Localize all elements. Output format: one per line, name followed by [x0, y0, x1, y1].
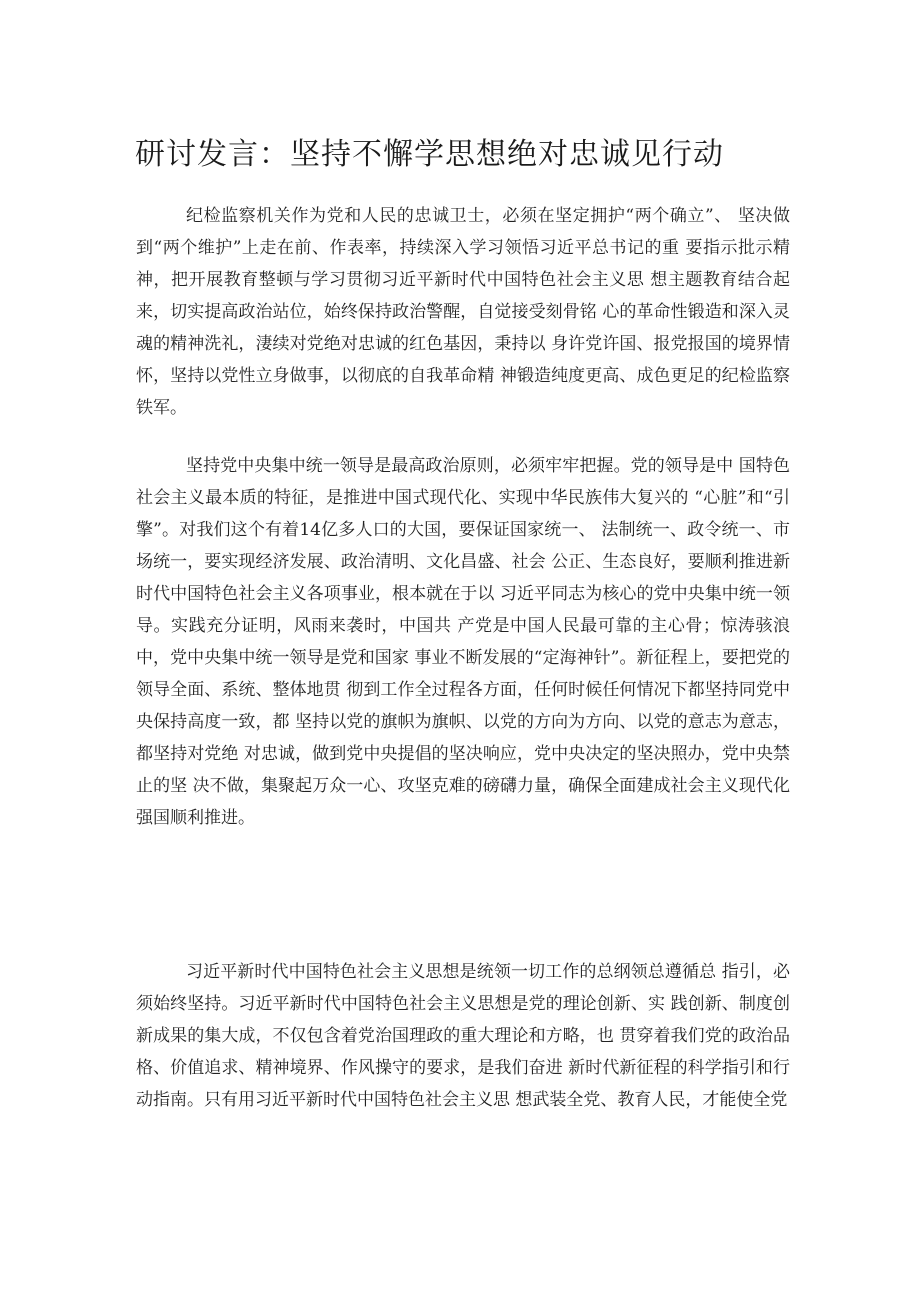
paragraph-2: 坚持党中央集中统一领导是最高政治原则，必须牢牢把握。党的领导是中 国特色社会主义最本质的特征，是推进中国式现代化、实现中华民族伟大复兴的 “心脏”和“引擎”。对我们这个有着14亿多人口的大国，要保证国家统一、 法制统一、政令统一、市场统一，要实现经济发展、政治清明、文化昌盛、社会 公正、生态良好，要顺利推进新时代中国特色社会主义各项事业，根本就在于以 习近平同志为核心的党中央集中统一领导。实践充分证明，风雨来袭时，中国共 产党是中国人民最可靠的主心骨；惊涛骇浪中，党中央集中统一领导是党和国家 事业不断发展的“定海神针”。新征程上，要把党的领导全面、系统、整体地贯 彻到工作全过程各方面，任何时候任何情况下都坚持同党中央保持高度一致，都 坚持以党的旗帜为旗帜、以党的方向为方向、以党的意志为意志，都坚持对党绝 对忠诚，做到党中央提倡的坚决响应，党中央决定的坚决照办，党中央禁止的坚 决不做，集聚起万众一心、攻坚克难的磅礴力量，确保全面建成社会主义现代化强国顺利推进。	[136, 456, 790, 828]
paragraph-1: 纪检监察机关作为党和人民的忠诚卫士，必须在坚定拥护“两个确立”、 坚决做到“两个维护”上走在前、作表率，持续深入学习领悟习近平总书记的重 要指示批示精神，把开展教育整顿与学习贯彻习近平新时代中国特色社会主义思 想主题教育结合起来，切实提高政治站位，始终保持政治警醒，自觉接受刻骨铭 心的革命性锻造和深入灵魂的精神洗礼，淒续对党绝对忠诚的红色基因，秉持以 身许党许国、报党报国的境界情怀，坚持以党性立身做事，以彻底的自我革命精 神锻造纯度更高、成色更足的纪检监察铁军。	[136, 206, 790, 418]
paragraph-3: 习近平新时代中国特色社会主义思想是统领一切工作的总纲领总遵循总 指引，必须始终坚持。习近平新时代中国特色社会主义思想是党的理论创新、实 践创新、制度创新成果的集大成，不仅包含着党治国理政的重大理论和方略，也 贯穿着我们党的政治品格、价值追求、精神境界、作风操守的要求，是我们奋进 新时代新征程的科学指引和行动指南。只有用习近平新时代中国特色社会主义思 想武装全党、教育人民，才能使全党	[136, 962, 790, 1110]
document-title: 研讨发言：坚持不懈学思想绝对忠诚见行动	[135, 137, 724, 172]
